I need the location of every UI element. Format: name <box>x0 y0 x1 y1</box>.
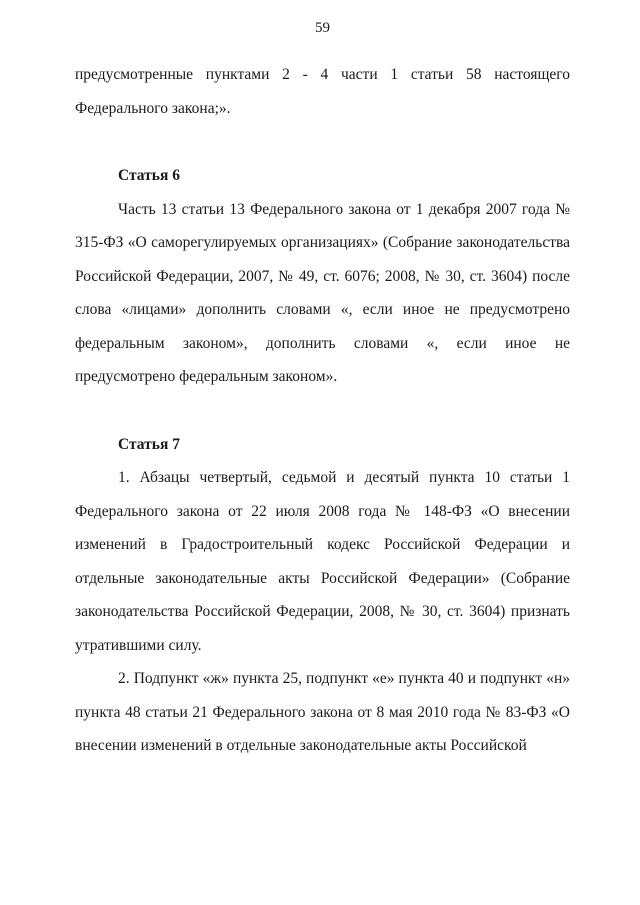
paragraph-article-7-item-1: 1. Абзацы четвертый, седьмой и десятый пункта 10 статьи 1 Федерального закона от 22 июля 2008 года № 148-ФЗ «О внесении изменений в Градостроительный кодекс Российской Федерации и отдельные законодательные акты Российской Федерации» (Собрание законодательства Российской Федерации, 2008, № 30, ст. 3604) признать утратившими силу. <box>75 469 570 654</box>
section-heading-article-6: Статья 6 <box>118 167 180 184</box>
paragraph-article-6-body: Часть 13 статьи 13 Федерального закона от 1 декабря 2007 года № 315-ФЗ «О саморегулируемых организациях» (Собрание законодательства Российской Федерации, 2007, № 49, ст. 6076; 2008, № 30, ст. 3604) после слова «лицами» дополнить словами «, если иное не предусмотрено федеральным законом», дополнить словами «, если иное не предусмотрено федеральным законом». <box>75 200 570 385</box>
section-heading-article-7: Статья 7 <box>118 435 180 453</box>
paragraph-continuation: предусмотренные пунктами 2 - 4 части 1 статьи 58 настоящего Федерального закона;». <box>75 66 570 117</box>
paragraph-article-7-item-2: 2. Подпункт «ж» пункта 25, подпункт «е» пункта 40 и подпункт «н» пункта 48 статьи 21 Федерального закона от 8 мая 2010 года № 83-ФЗ «О внесении изменений в отдельные законодательные акты Российской <box>75 670 570 754</box>
document-body <box>75 58 570 763</box>
page-number: 59 <box>315 20 330 36</box>
